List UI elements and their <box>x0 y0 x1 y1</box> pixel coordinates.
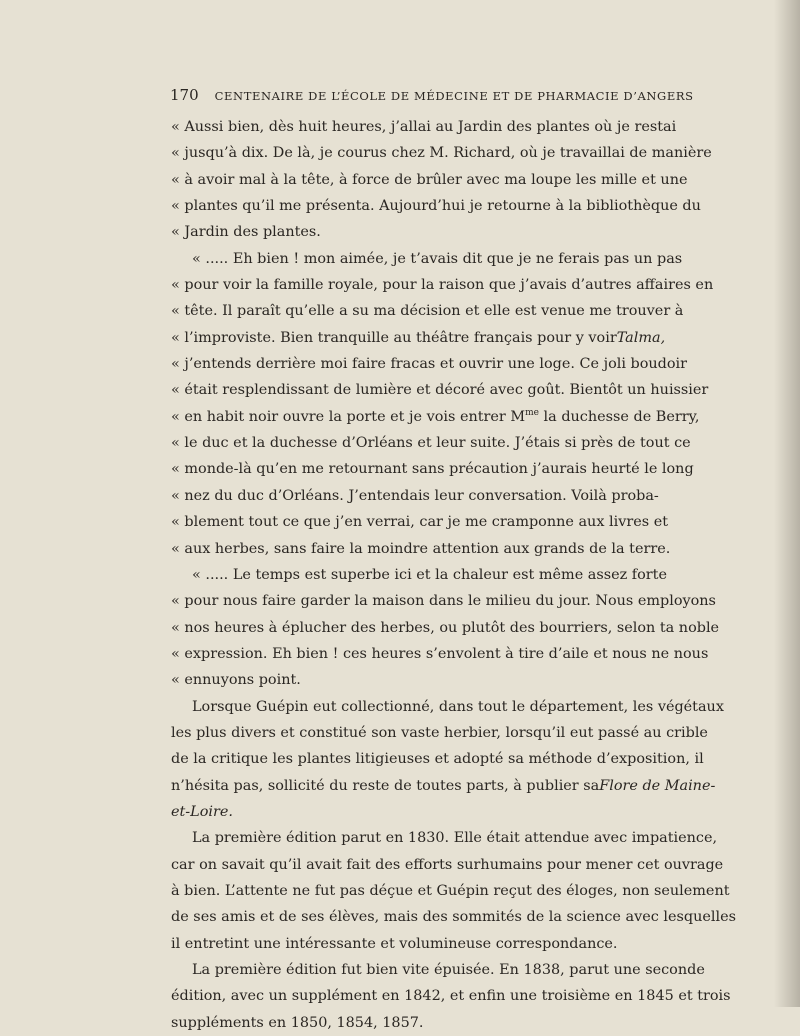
page-edge-shadow <box>774 0 800 1007</box>
text-line: car on savait qu’il avait fait des efforts surhumains pour mener cet ouvrage <box>171 856 724 873</box>
page-body <box>171 114 736 1036</box>
text-line: « Jardin des plantes. <box>171 224 321 241</box>
text-line <box>171 799 653 825</box>
text-line: « blement tout ce que j’en verrai, car je me cramponne aux livres et <box>171 514 668 531</box>
text-line-part: « en habit noir ouvre la porte et je vois entrer M <box>171 408 526 425</box>
text-line: « expression. Eh bien ! ces heures s’envolent à tire d’aile et nous ne nous <box>171 645 709 662</box>
text-line: « ..... Eh bien ! mon aimée, je t’avais dit que je ne ferais pas un pas <box>192 250 683 267</box>
text-line: de la critique les plantes litigieuses et adopté sa méthode d’exposition, il <box>171 751 704 768</box>
text-line-part: « l’improviste. Bien tranquille au théâtre français pour y voir <box>171 329 617 346</box>
text-line: La première édition fut bien vite épuisée. En 1838, parut une seconde <box>192 962 705 978</box>
text-line: « pour nous faire garder la maison dans le milieu du jour. Nous employons <box>171 593 716 610</box>
text-line-part: $^{me}$ la duchesse de Berry, <box>525 407 700 425</box>
running-header <box>170 86 694 108</box>
text-line: « ..... Le temps est superbe ici et la chaleur est même assez forte <box>192 566 667 583</box>
text-line: Lorsque Guépin eut collectionné, dans tout le département, les végétaux <box>192 698 724 715</box>
text-line: La première édition parut en 1830. Elle était attendue avec impatience, <box>192 830 718 847</box>
text-line <box>171 325 666 351</box>
text-line: « nez du duc d’Orléans. J’entendais leur conversation. Voilà proba- <box>171 487 659 504</box>
text-line: « j’entends derrière moi faire fracas et ouvrir une loge. Ce joli boudoir <box>171 356 688 373</box>
text-line: « plantes qu’il me présenta. Aujourd’hui je retourne à la bibliothèque du <box>171 198 701 215</box>
text-line: « à avoir mal à la tête, à force de brûler avec ma loupe les mille et une <box>171 171 688 188</box>
text-line: « ennuyons point. <box>171 672 301 689</box>
text-line: « aux herbes, sans faire la moindre attention aux grands de la terre. <box>171 540 671 557</box>
text-line: « Aussi bien, dès huit heures, j’allai au Jardin des plantes où je restai <box>171 119 677 135</box>
text-line: « était resplendissant de lumière et décoré avec goût. Bientôt un huissier <box>171 382 709 399</box>
italic-title-flore: Flore de Maine- <box>599 777 716 794</box>
text-line: il entretint une intéressante et volumineuse correspondance. <box>171 935 618 952</box>
text-line <box>171 404 700 430</box>
text-line: « pour voir la famille royale, pour la raison que j’avais d’autres affaires en <box>171 277 714 294</box>
text-line: « nos heures à éplucher des herbes, ou plutôt des bourriers, selon ta noble <box>171 619 720 636</box>
running-title: CENTENAIRE DE L’ÉCOLE DE MÉDECINE ET DE PHARMACIE D’ANGERS <box>214 89 694 103</box>
text-line <box>171 773 716 799</box>
italic-title-talma: Talma, <box>616 329 666 346</box>
text-line: édition, avec un supplément en 1842, et enfin une troisième en 1845 et trois <box>171 988 731 1005</box>
text-line: « tête. Il paraît qu’elle a su ma décision et elle est venue me trouver à <box>171 303 684 320</box>
text-line: suppléments en 1850, 1854, 1857. <box>171 1014 424 1031</box>
text-line: de ses amis et de ses élèves, mais des sommités de la science avec lesquelles <box>171 909 736 926</box>
text-line: à bien. L’attente ne fut pas déçue et Guépin reçut des éloges, non seulement <box>171 882 730 899</box>
text-line: les plus divers et constitué son vaste herbier, lorsqu’il eut passé au crible <box>171 724 708 741</box>
text-line: « jusqu’à dix. De là, je courus chez M. Richard, où je travaillai de manière <box>171 145 712 162</box>
text-line-part: n’hésita pas, sollicité du reste de toutes parts, à publier sa <box>171 777 600 794</box>
text-line: « le duc et la duchesse d’Orléans et leur suite. J’étais si près de tout ce <box>171 435 691 452</box>
page-number: 170 <box>170 86 199 104</box>
text-line: « monde-là qu’en me retournant sans précaution j’aurais heurté le long <box>171 461 694 478</box>
superscript: me <box>525 407 539 418</box>
italic-title-flore-end: et-Loire. <box>171 803 233 820</box>
